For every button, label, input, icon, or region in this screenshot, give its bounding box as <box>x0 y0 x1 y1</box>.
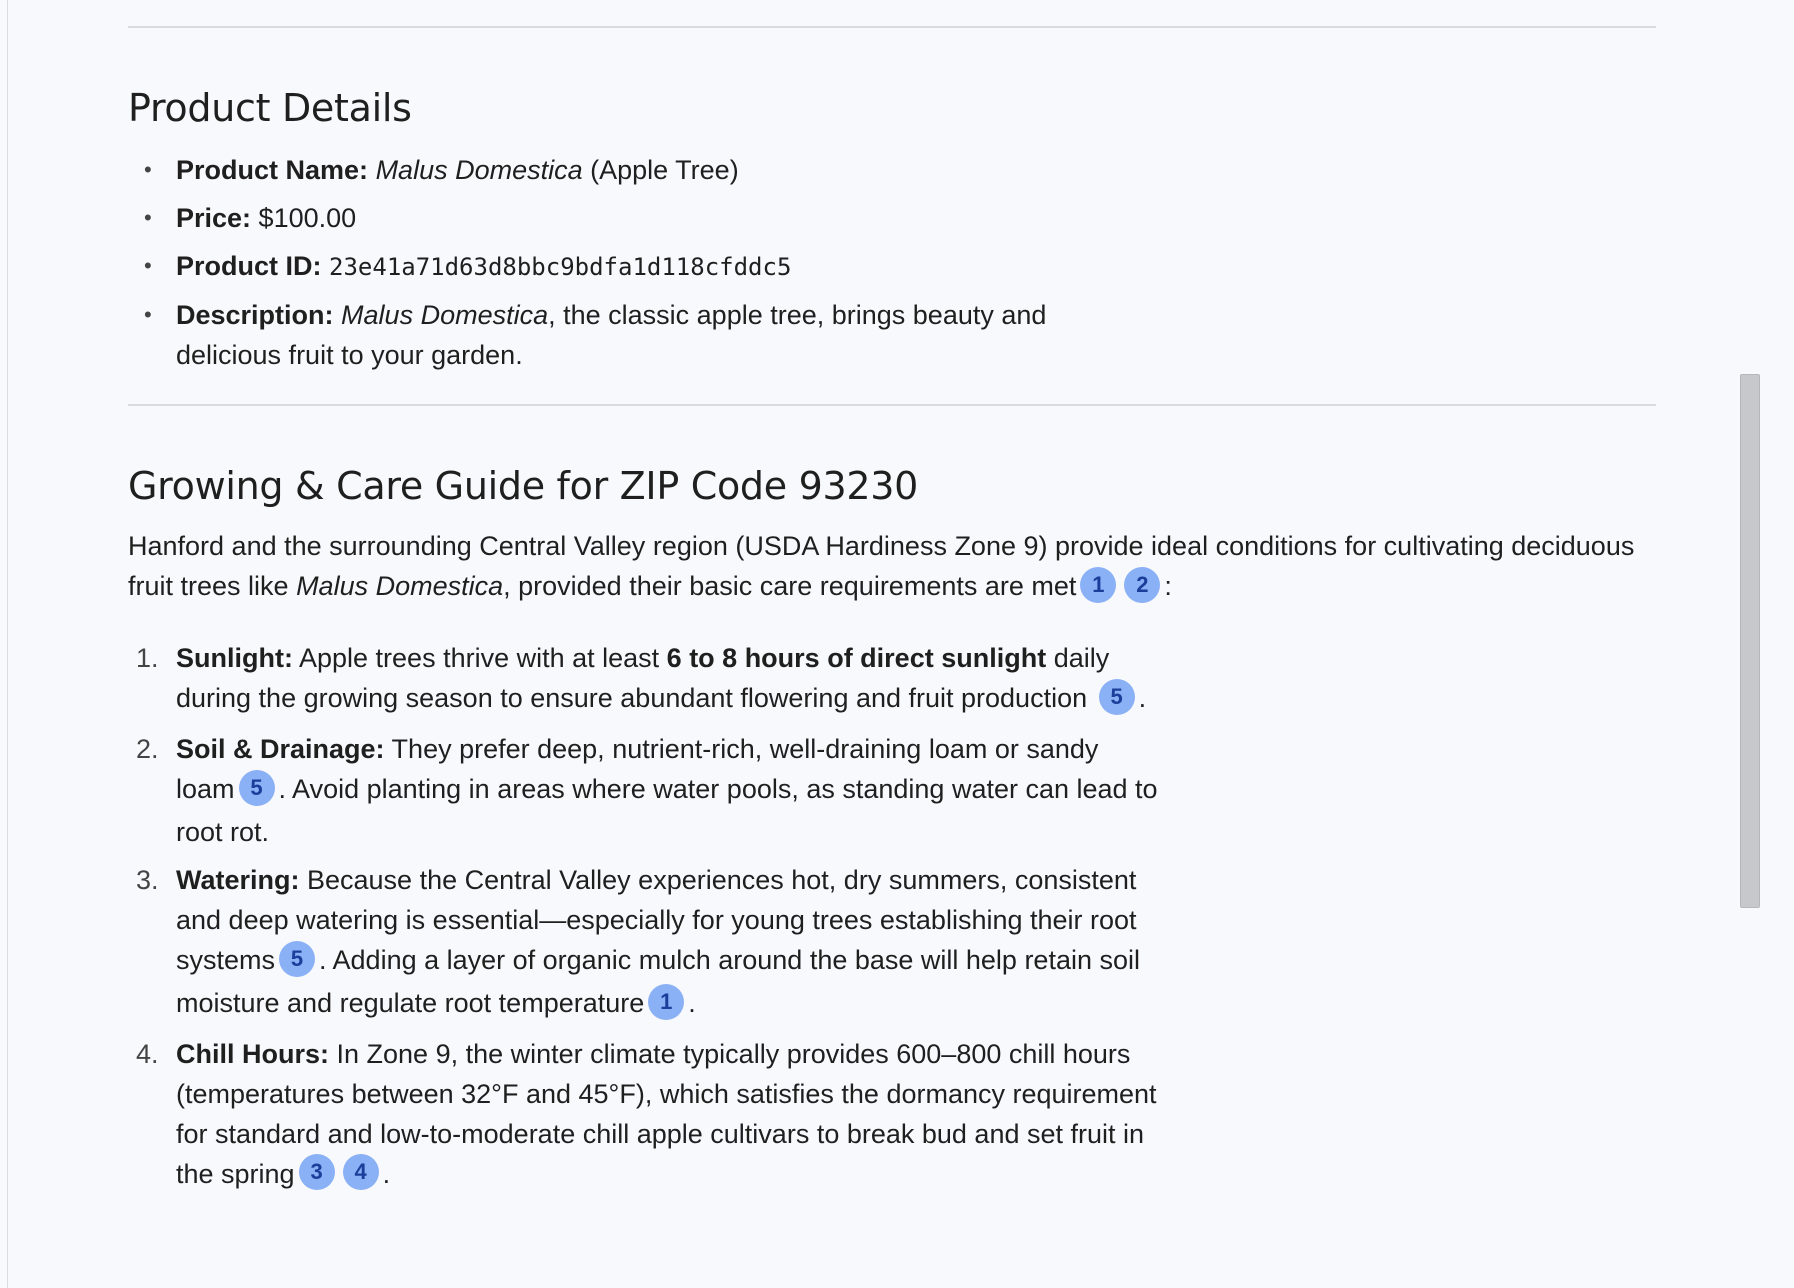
citation-button[interactable]: 5 <box>239 770 275 806</box>
list-item-price: • Price: $100.00 <box>128 198 1128 238</box>
care-step-chill-hours: 4. Chill Hours: In Zone 9, the winter climate typically provides 600–800 chill hours (temperatures between 32°F and 45°F), which satisfies the dormancy requirement for standard and low-to-moderate chill apple cultivars to break bud and set fruit in the spring 3 4 . <box>136 1038 1157 1189</box>
bullet-icon: • <box>144 253 152 278</box>
citation-button[interactable]: 3 <box>299 1154 335 1190</box>
citation-button[interactable]: 1 <box>648 984 684 1020</box>
care-step-soil: 2. Soil & Drainage: They prefer deep, nutrient-rich, well-draining loam or sandy loam 5 . Avoid planting in areas where water pools, as standing water can lead to root rot. <box>136 733 1158 847</box>
care-steps-list <box>128 638 1158 1204</box>
product-id-value: 23e41a71d63d8bbc9bdfa1d118cfddc5 <box>329 253 792 281</box>
citation-button[interactable]: 2 <box>1124 567 1160 603</box>
care-guide-heading: Growing & Care Guide for ZIP Code 93230 <box>128 464 918 508</box>
divider-middle <box>128 404 1656 406</box>
care-step-sunlight: 1. Sunlight: Apple trees thrive with at least 6 to 8 hours of direct sunlight daily during the growing season to ensure abundant flowering and fruit production 5 . <box>136 643 1147 713</box>
care-step-watering: 3. Watering: Because the Central Valley experiences hot, dry summers, consistent and deep watering is essential—especially for young trees establishing their root systems 5 . Adding a layer of organic mulch around the base will help retain soil moisture and regulate root temperature 1 . <box>136 864 1140 1018</box>
bullet-icon: • <box>144 205 152 230</box>
divider-top <box>128 26 1656 28</box>
bullet-icon: • <box>144 302 152 327</box>
citation-button[interactable]: 1 <box>1080 567 1116 603</box>
list-item-description: • Description: Malus Domestica, the classic apple tree, brings beauty and delicious fruit to your garden. <box>128 295 1128 375</box>
list-item-product-name: • Product Name: Malus Domestica (Apple Tree) <box>128 150 1128 190</box>
product-details-list <box>128 150 1128 383</box>
product-details-heading: Product Details <box>128 86 412 130</box>
scrollbar-thumb[interactable] <box>1740 374 1760 908</box>
citation-button[interactable]: 5 <box>279 941 315 977</box>
citation-button[interactable]: 4 <box>343 1154 379 1190</box>
list-item-product-id: • Product ID: 23e41a71d63d8bbc9bdfa1d118cfddc5 <box>128 246 1128 287</box>
panel-left-border <box>7 0 8 1288</box>
citation-button[interactable]: 5 <box>1099 679 1135 715</box>
care-guide-intro: Hanford and the surrounding Central Valley region (USDA Hardiness Zone 9) provide ideal conditions for cultivating deciduous fruit trees like Malus Domestica, provided their basic care requirements are met 1 2 : <box>128 531 1635 601</box>
bullet-icon: • <box>144 157 152 182</box>
